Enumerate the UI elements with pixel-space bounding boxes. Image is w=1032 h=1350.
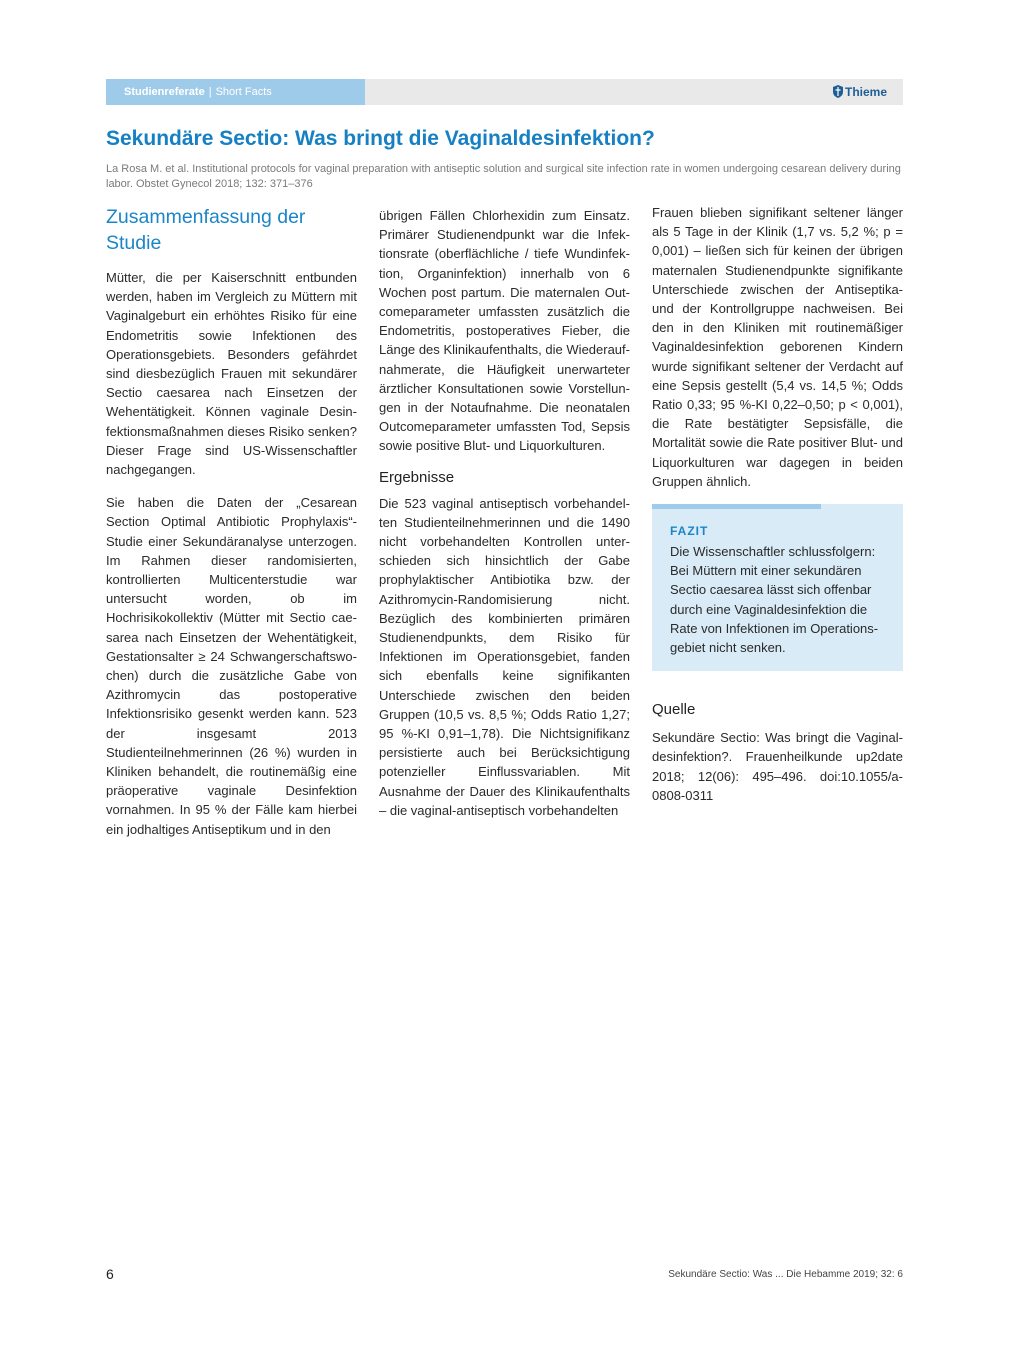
summary-heading-line2: Studie [106, 232, 162, 254]
results-paragraph-2: Frauen blieben signifikant seltener länger als 5 Tage in der Klinik (1,7 vs. 5,2 %; p = 0,001) – ließen sich für keinen der übrigen maternalen Studienendpunkte signifikante Unterschiede zwischen der Antiseptika- und der Kontrollgruppe nachweisen. Bei den in den Kliniken mit routinemäßiger Vaginaldesinfektion geborenen Kindern wurde signifikant seltener der Verdacht auf eine Sepsis gestellt (5,4 vs. 14,5 %; Odds Ratio 0,33; 95 %-KI 0,22–0,50; p < 0,001), die Rate bestätigter Sepsisfälle, die Mortalität sowie die Rate positiver Blut- und Liquorkulturen war dagegen in beiden Gruppen ähnlich. [652, 205, 903, 489]
article-citation: La Rosa M. et al. Institutional protocols for vaginal preparation with antiseptic solution and surgical site infection rate in women undergoing cesarean delivery during labor. Obstet Gynecol 2018; 132: 371–376 [106, 163, 901, 190]
results-paragraph-1: Die 523 vaginal antiseptisch vorbehandelten Studienteilnehmerinnen und die 1490 nicht vorbehandelten Kontrollen unterschieden sich hinsichtlich der Gabe prophylaktischer Antibiotika bzw. der Azithromycin-Randomisierung nicht. Bezüglich des kombinierten primären Studienendpunkts, dem Risiko für Infektionen im Operationsgebiet, fanden sich ebenfalls keine signifikanten Unterschiede zwischen den beiden Gruppen (10,5 vs. 8,5 %; Odds Ratio 1,27; 95 %-KI 0,91–1,78). Die Nichtsignifikanz persistierte auch bei Berücksichtigung potenzieller Einflussvariablen. Mit Ausnahme der Dauer des Klinikaufenthalts – die vaginal-antiseptisch vorbehandelten [379, 495, 630, 818]
header-section-tab [106, 79, 365, 105]
summary-paragraph-2: Sie haben die Daten der „Cesarean Section Optimal Antibiotic Prophylaxis“-Studie einer Sekundäranalyse unterzogen. Im Rahmen dieser randomisierten, kontrollierten Multicenterstudie war untersucht worden, ob im Hochrisikokollektiv (Mütter mit Sectio caesarea nach Einsetzen der Wehentätigkeit, Gestationsalter ≥ 24 Schwangerschaftswochen) durch die zusätzliche Gabe von Azithromycin das postoperative Infektionsrisiko gesenkt werden kann. 523 der insgesamt 2013 Studienteilnehmerinnen (26 %) wurden in Kliniken behandelt, die routinemäßig eine präoperative vaginale Desinfektion vornahmen. In 95 % der Fälle kam hierbei ein jodhaltiges Antiseptikum und in den [106, 495, 357, 837]
summary-paragraph-1: Mütter, die per Kaiserschnitt entbunden werden, haben im Vergleich zu Müttern mit Vaginalgeburt ein erhöhtes Risiko für eine Endometritis sowie Infektionen des Operationsgebiets. Besonders gefährdet sind diesbezüglich Frauen mit sekundärer Sectio caesarea nach Einsetzen der Wehentätigkeit. Können vaginale Desinfektionsmaßnahmen dieses Risiko senken? Dieser Frage sind US-Wissenschaftler nachgegangen. [106, 270, 357, 478]
source-heading: Quelle [652, 701, 696, 719]
thieme-emblem-icon [833, 85, 843, 98]
summary-heading-line1: Zusammenfassung der [106, 206, 306, 228]
summary-paragraph-3: übrigen Fällen Chlorhexidin zum Einsatz. Primärer Studienendpunkt war die Infektionsrate (oberflächliche / tiefe Wundinfektion, Organinfektion) innerhalb von 6 Wochen post partum. Die maternalen Outcomeparameter umfassten zusätzlich die Endometritis, postoperatives Fieber, die Länge des Klinikaufenthalts, die Wiederaufnahmerate, die Häufigkeit unerwarteter ärztlicher Konsultationen sowie Vorstellungen in der Notaufnahme. Die neonatalen Outcomeparameter umfassten Tod, Sepsis sowie positive Blut- und Liquorkulturen. [379, 208, 630, 454]
summary-heading [106, 204, 357, 256]
column-2 [379, 206, 630, 820]
source-text: Sekundäre Sectio: Was bringt die Vaginaldesinfektion?. Frauenheilkunde up2date 2018; 12(06): 495–496. doi:10.1055/a-0808-0311 [652, 730, 903, 803]
column-1 [106, 204, 357, 839]
fazit-accent-bar [652, 504, 821, 509]
header-subsection-label: Short Facts [215, 86, 272, 98]
fazit-label: FAZIT [670, 524, 709, 539]
results-heading: Ergebnisse [379, 468, 455, 486]
fazit-box [652, 504, 903, 671]
column-3 [652, 203, 903, 805]
page-number: 6 [106, 1266, 114, 1282]
publisher-name: Thieme [844, 85, 887, 99]
fazit-text: Die Wissenschaftler schlussfolgern: Bei Müttern mit einer sekundären Sectio caesarea lässt sich offenbar durch eine Vaginaldesinfektion die Rate von Infektionen im Operationsgebiet nicht senken. [670, 544, 879, 656]
publisher-logo [833, 79, 887, 105]
header-bar [106, 79, 903, 105]
header-separator: | [208, 86, 212, 98]
footer-reference: Sekundäre Sectio: Was ... Die Hebamme 2019; 32: 6 [668, 1269, 903, 1280]
article-title: Sekundäre Sectio: Was bringt die Vaginaldesinfektion? [106, 127, 655, 150]
header-section-label: Studienreferate [124, 86, 205, 98]
